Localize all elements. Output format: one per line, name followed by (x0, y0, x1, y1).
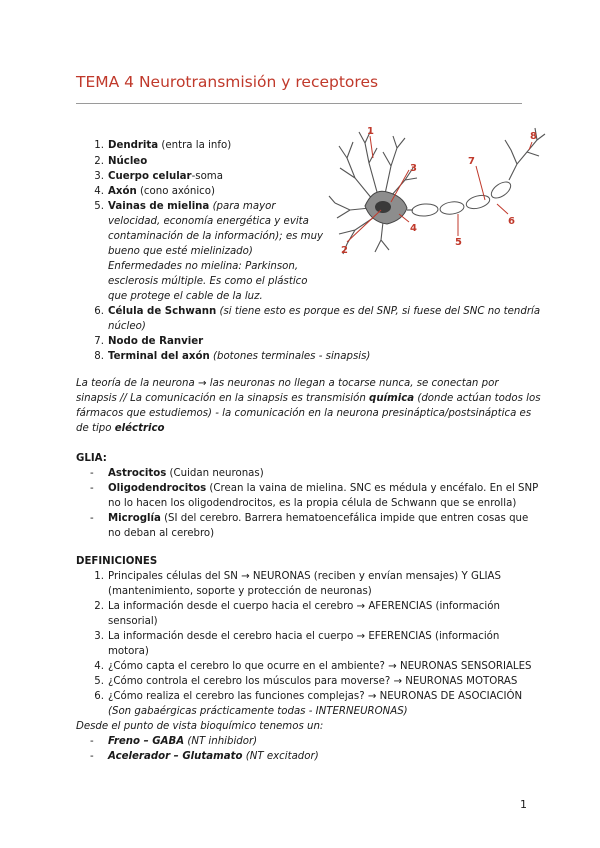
item-term: Axón (108, 186, 137, 197)
item-number: 5. (94, 676, 104, 687)
item-number: 3. (94, 171, 104, 182)
diagram-label: 8 (530, 131, 537, 142)
item-text-line: no deban al cerebro) (108, 528, 215, 539)
item-text-line: contaminación de la información); es muy (108, 231, 324, 242)
item-number: 1. (94, 140, 104, 151)
item-term: Terminal del axón (108, 351, 210, 362)
neuron-diagram (325, 118, 550, 258)
text-run: (donde actúan todos los (414, 393, 541, 404)
item-term: Núcleo (108, 156, 148, 167)
item-text: (Cuidan neuronas) (166, 468, 264, 479)
text-run-bold: eléctrico (114, 423, 165, 434)
item-term: Cuerpo celular (108, 171, 192, 182)
item-text: ¿Cómo capta el cerebro lo que ocurre en el ambiente? → NEURONAS SENSORIALES (108, 661, 532, 672)
section-heading: GLIA: (76, 453, 107, 464)
list-item (108, 466, 264, 481)
diagram-label: 4 (410, 223, 417, 234)
paragraph-line: Desde el punto de vista bioquímico tenemos un: (76, 721, 324, 732)
item-text-line: núcleo) (108, 321, 146, 332)
item-number: 6. (94, 306, 104, 317)
page-number: 1 (520, 798, 527, 811)
paragraph-line (76, 391, 541, 406)
item-text: (para mayor (212, 201, 276, 212)
bullet-marker: - (90, 736, 94, 747)
bullet-marker: - (90, 483, 94, 494)
item-text: (SI del cerebro. Barrera hematoencefálica impide que entren cosas que (160, 513, 529, 524)
paragraph-line: La teoría de la neurona → las neuronas no llegan a tocarse nunca, se conectan por (76, 378, 499, 389)
item-number: 3. (94, 631, 104, 642)
item-number: 7. (94, 336, 104, 347)
item-text: (Crean la vaina de mielina. SNC es médula y encéfalo. En el SNP (206, 483, 539, 494)
paragraph-line (76, 421, 165, 436)
list-item (108, 481, 538, 496)
item-text: -soma (191, 171, 223, 182)
section-heading: DEFINICIONES (76, 556, 158, 567)
list-item (108, 734, 257, 749)
diagram-label: 7 (468, 156, 475, 167)
item-text: (si tiene esto es porque es del SNP, si fuese del SNC no tendría (219, 306, 541, 317)
paragraph-line: fármacos que estudiemos) - la comunicación en la neurona presináptica/postsináptica es (76, 408, 532, 419)
diagram-label: 1 (367, 126, 374, 137)
item-number: 5. (94, 201, 104, 212)
item-term: Freno – GABA (108, 736, 185, 747)
bullet-marker: - (90, 468, 94, 479)
item-term: Vainas de mielina (108, 201, 210, 212)
diagram-label: 3 (410, 163, 417, 174)
item-text-line: (mantenimiento, soporte y protección de neuronas) (108, 586, 372, 597)
item-text: ¿Cómo realiza el cerebro las funciones complejas? → NEURONAS DE ASOCIACIÓN (108, 691, 523, 702)
text-run: de tipo (76, 423, 115, 434)
item-text-line: bueno que esté mielinizado) (108, 246, 253, 257)
diagram-label: 2 (341, 245, 348, 256)
item-text-line: Enfermedades no mielina: Parkinson, (108, 261, 299, 272)
diagram-label: 6 (508, 216, 515, 227)
item-text: ¿Cómo controla el cerebro los músculos para moverse? → NEURONAS MOTORAS (108, 676, 518, 687)
item-number: 4. (94, 661, 104, 672)
list-item (108, 749, 319, 764)
item-text: La información desde el cuerpo hacia el cerebro → AFERENCIAS (información (108, 601, 500, 612)
item-number: 8. (94, 351, 104, 362)
item-number: 1. (94, 571, 104, 582)
item-text-line: velocidad, economía energética y evita (108, 216, 309, 227)
item-term: Dendrita (108, 140, 159, 151)
item-term: Acelerador – Glutamato (108, 751, 243, 762)
item-text: (entra la info) (158, 140, 232, 151)
item-text-line: no lo hacen los oligodendrocitos, es la propia célula de Schwann que se enrolla) (108, 498, 517, 509)
item-text: (NT inhibidor) (184, 736, 258, 747)
bullet-marker: - (90, 751, 94, 762)
item-text: (NT excitador) (242, 751, 319, 762)
item-number: 2. (94, 156, 104, 167)
item-text-line: que protege el cable de la luz. (108, 291, 263, 302)
list-item (108, 511, 528, 526)
item-text-line: sensorial) (108, 616, 158, 627)
item-term: Microglía (108, 513, 161, 524)
item-term: Célula de Schwann (108, 306, 217, 317)
item-text: (cono axónico) (136, 186, 215, 197)
page-title: TEMA 4 Neurotransmisión y receptores (76, 73, 379, 91)
item-number: 2. (94, 601, 104, 612)
item-text: La información desde el cerebro hacia el cuerpo → EFERENCIAS (información (108, 631, 500, 642)
item-term: Oligodendrocitos (108, 483, 207, 494)
item-text: Principales células del SN → NEURONAS (reciben y envían mensajes) Y GLIAS (108, 571, 501, 582)
item-text: (botones terminales - sinapsis) (213, 351, 371, 362)
item-term: Astrocitos (108, 468, 167, 479)
item-text-line: esclerosis múltiple. Es como el plástico (108, 276, 308, 287)
bullet-marker: - (90, 513, 94, 524)
item-term: Nodo de Ranvier (108, 336, 204, 347)
item-note: (Son gabaérgicas prácticamente todas - INTERNEURONAS) (108, 706, 408, 717)
item-number: 4. (94, 186, 104, 197)
text-run: sinapsis // La comunicación en la sinapsis es transmisión (76, 393, 370, 404)
item-number: 6. (94, 691, 104, 702)
item-text-line: motora) (108, 646, 149, 657)
diagram-label: 5 (455, 237, 462, 248)
text-run-bold: química (369, 393, 415, 404)
title-divider (76, 103, 522, 104)
